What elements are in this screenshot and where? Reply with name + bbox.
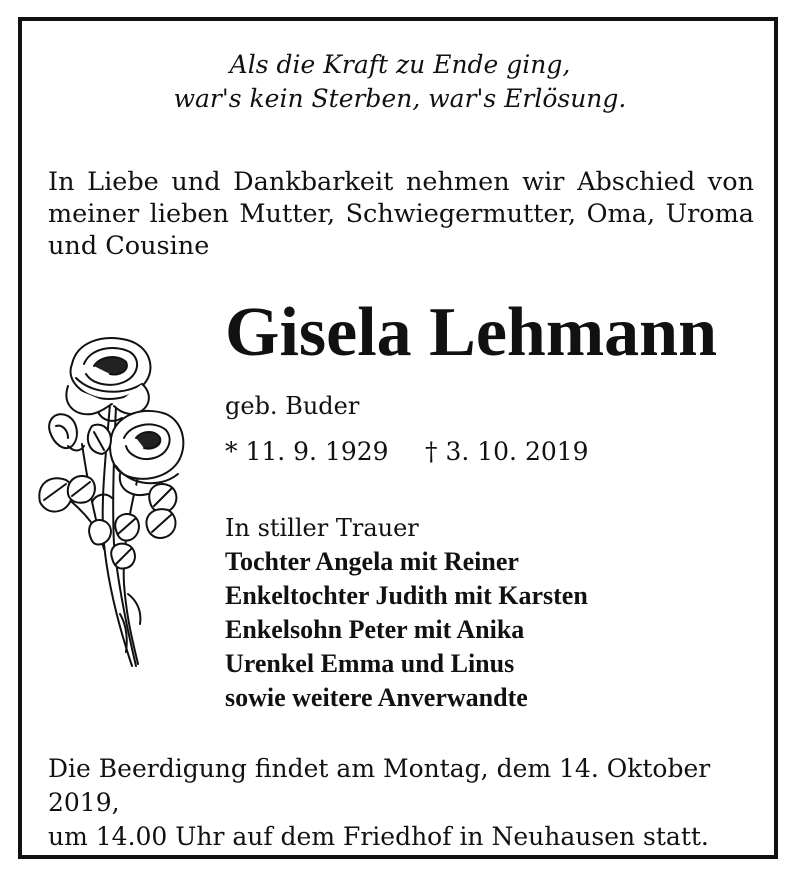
- mourners-block: [225, 511, 588, 715]
- deceased-name: Gisela Lehmann: [225, 294, 718, 371]
- mourner-item: Enkelsohn Peter mit Anika: [225, 615, 525, 644]
- mourner-item: Enkeltochter Judith mit Karsten: [225, 581, 588, 610]
- mourner-item: sowie weitere Anverwandte: [225, 683, 528, 712]
- birth-date: * 11. 9. 1929: [225, 437, 389, 466]
- mourner-item: Tochter Angela mit Reiner: [225, 547, 519, 576]
- intro-text: In Liebe und Dankbarkeit nehmen wir Abschied von meiner lieben Mutter, Schwiegermutter, Oma, Uroma und Cousine: [48, 167, 754, 261]
- poem-line-1: Als die Kraft zu Ende ging,: [229, 50, 571, 79]
- funeral-notice: [48, 752, 760, 854]
- mourner-item: Urenkel Emma und Linus: [225, 649, 515, 678]
- poem: [0, 48, 800, 116]
- funeral-line-1: Die Beerdigung findet am Montag, dem 14. Oktober 2019,: [48, 754, 711, 817]
- death-date: † 3. 10. 2019: [425, 437, 589, 466]
- poem-line-2: war's kein Sterben, war's Erlösung.: [173, 84, 627, 113]
- funeral-line-2: um 14.00 Uhr auf dem Friedhof in Neuhausen statt.: [48, 822, 709, 851]
- mourners-heading: In stiller Trauer: [225, 514, 419, 542]
- birth-name: geb. Buder: [225, 392, 360, 420]
- rose-icon: [32, 334, 192, 674]
